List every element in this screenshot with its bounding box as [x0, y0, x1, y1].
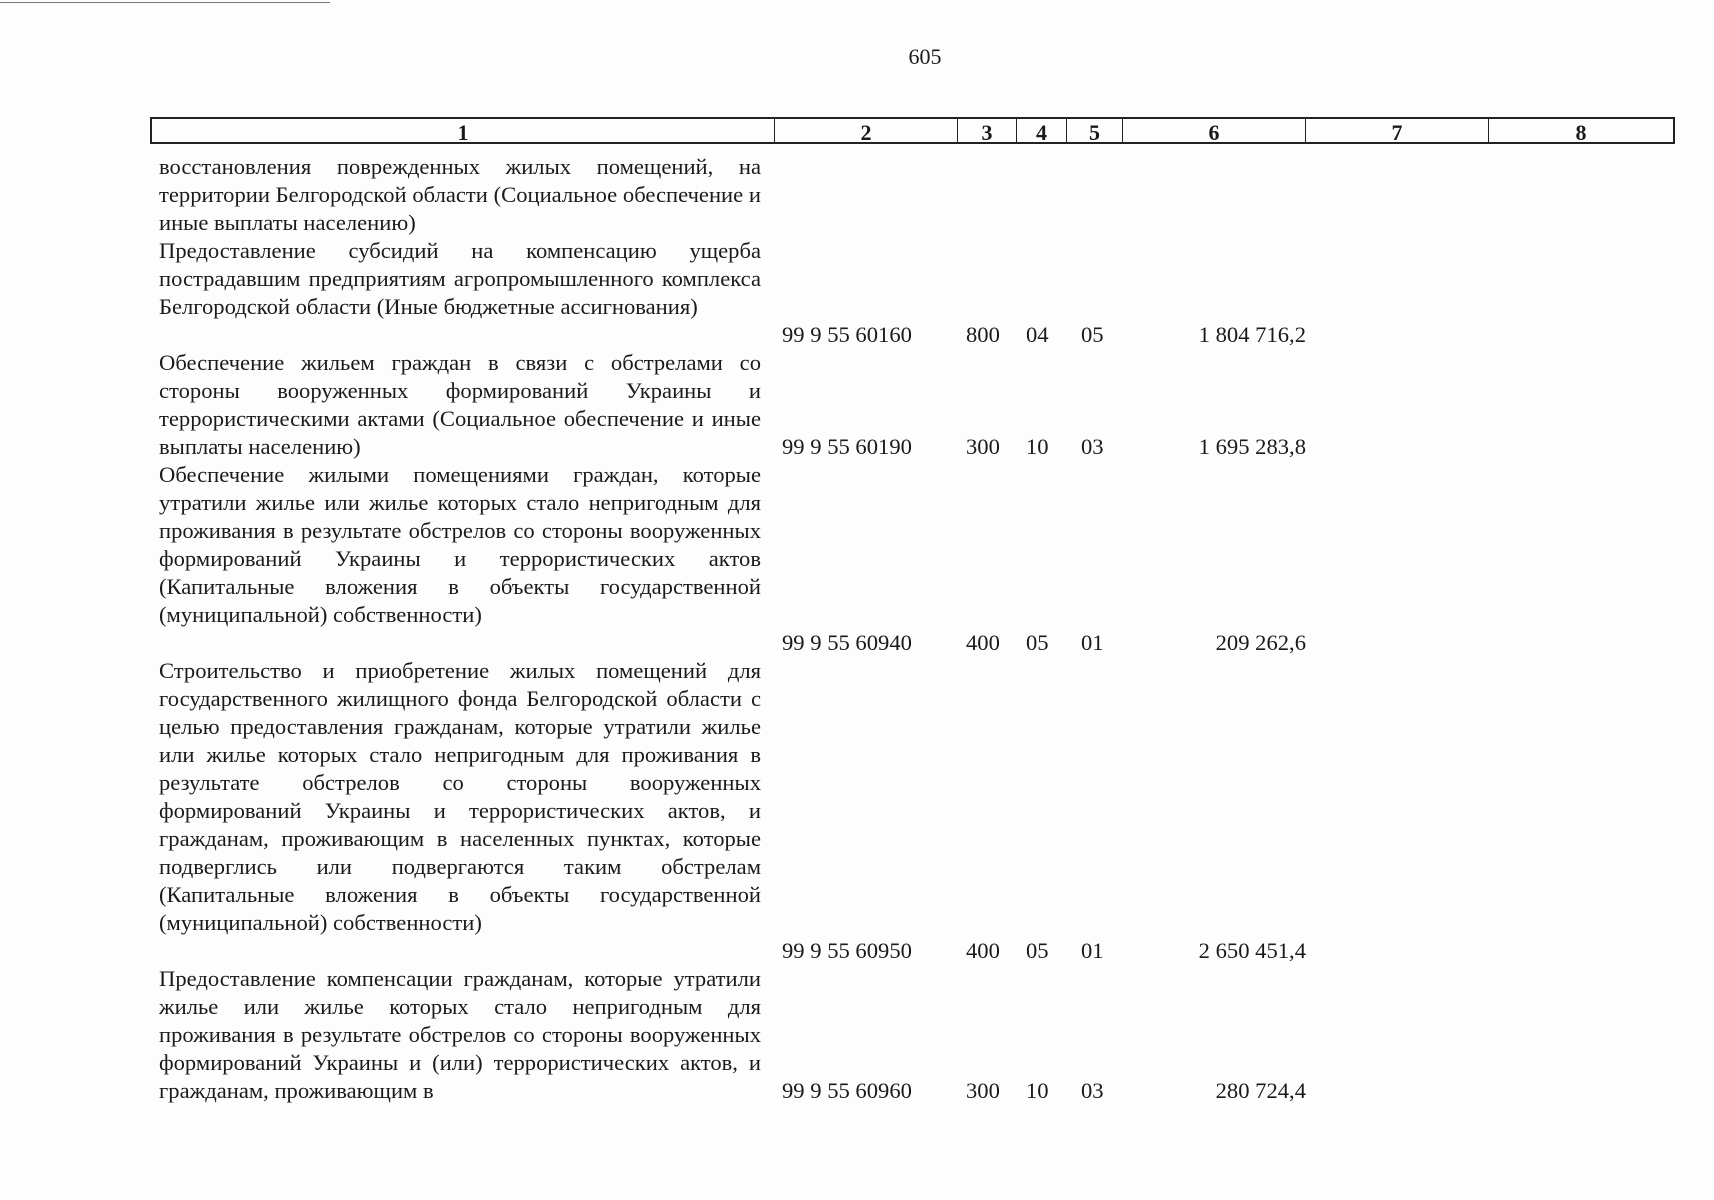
- row-section: 10: [1026, 434, 1049, 459]
- column-header-8: 8: [1575, 119, 1587, 145]
- row-target-code: 99 9 55 60940: [782, 630, 912, 655]
- page-number: 605: [908, 44, 942, 69]
- row-description: Обеспечение жильем граждан в связи с обстрелами со стороны вооруженных формирований Украины и террористическими актами (Социальное обеспечение и иные выплаты населению): [159, 350, 761, 459]
- row-description: Строительство и приобретение жилых помещений для государственного жилищного фонда Белгородской области с целью предоставления гражданам, которые утратили жилье или жилье которых стало непригодным для проживания в результате обстрелов со стороны вооруженных формирований Украины и террористических актов, и гражданам, проживающим в населенных пунктах, которые подверглись или подвергаются таким обстрелам (Капитальные вложения в объекты государственной (муниципальной) собственности): [159, 658, 761, 935]
- row-description: Обеспечение жилыми помещениями граждан, которые утратили жилье или жилье которых стало непригодным для проживания в результате обстрелов со стороны вооруженных формирований Украины и террористических актов (Капитальные вложения в объекты государственной (муниципальной) собственности): [159, 462, 761, 627]
- row-target-code: 99 9 55 60190: [782, 434, 912, 459]
- row-target-code: 99 9 55 60160: [782, 322, 912, 347]
- row-subsection: 01: [1081, 630, 1104, 655]
- row-target-code: 99 9 55 60950: [782, 938, 912, 963]
- row-subsection: 01: [1081, 938, 1104, 963]
- column-header-1: 1: [152, 119, 775, 142]
- row-expense-type: 300: [966, 434, 1000, 459]
- row-section: 04: [1026, 322, 1049, 347]
- table-row: [159, 461, 1309, 657]
- column-header-2: 2: [775, 119, 958, 142]
- row-description: Предоставление компенсации гражданам, которые утратили жилье или жилье которых стало непригодным для проживания в результате обстрелов со стороны вооруженных формирований Украины и (или) террористических актов, и гражданам, проживающим в: [159, 966, 761, 1103]
- scan-edge-line: [0, 2, 330, 3]
- row-amount: 280 724,4: [1215, 1078, 1306, 1103]
- table-header-row: [150, 117, 1675, 144]
- table-row: [159, 237, 1309, 349]
- row-amount: 209 262,6: [1215, 630, 1306, 655]
- row-amount: 1 695 283,8: [1198, 434, 1306, 459]
- column-header-6: 6: [1123, 119, 1306, 142]
- row-subsection: 03: [1081, 1078, 1104, 1103]
- row-amount: 1 804 716,2: [1198, 322, 1306, 347]
- row-target-code: 99 9 55 60960: [782, 1078, 912, 1103]
- row-section: 10: [1026, 1078, 1049, 1103]
- row-expense-type: 400: [966, 630, 1000, 655]
- column-header-7: 7: [1306, 119, 1489, 142]
- row-description: Предоставление субсидий на компенсацию ущерба пострадавшим предприятиям агропромышленного комплекса Белгородской области (Иные бюджетные ассигнования): [159, 238, 761, 319]
- column-header-4: 4: [1017, 119, 1067, 142]
- row-subsection: 05: [1081, 322, 1104, 347]
- row-expense-type: 300: [966, 1078, 1000, 1103]
- table-row: [159, 153, 1309, 237]
- table-row: [159, 965, 1309, 1105]
- table-row: [159, 349, 1309, 461]
- row-subsection: 03: [1081, 434, 1104, 459]
- row-description: восстановления поврежденных жилых помещений, на территории Белгородской области (Социальное обеспечение и иные выплаты населению): [159, 154, 761, 235]
- row-section: 05: [1026, 630, 1049, 655]
- column-header-3: 3: [958, 119, 1017, 142]
- table-row: [159, 657, 1309, 965]
- row-expense-type: 400: [966, 938, 1000, 963]
- row-section: 05: [1026, 938, 1049, 963]
- row-amount: 2 650 451,4: [1198, 938, 1306, 963]
- column-header-5: 5: [1067, 119, 1123, 142]
- row-expense-type: 800: [966, 322, 1000, 347]
